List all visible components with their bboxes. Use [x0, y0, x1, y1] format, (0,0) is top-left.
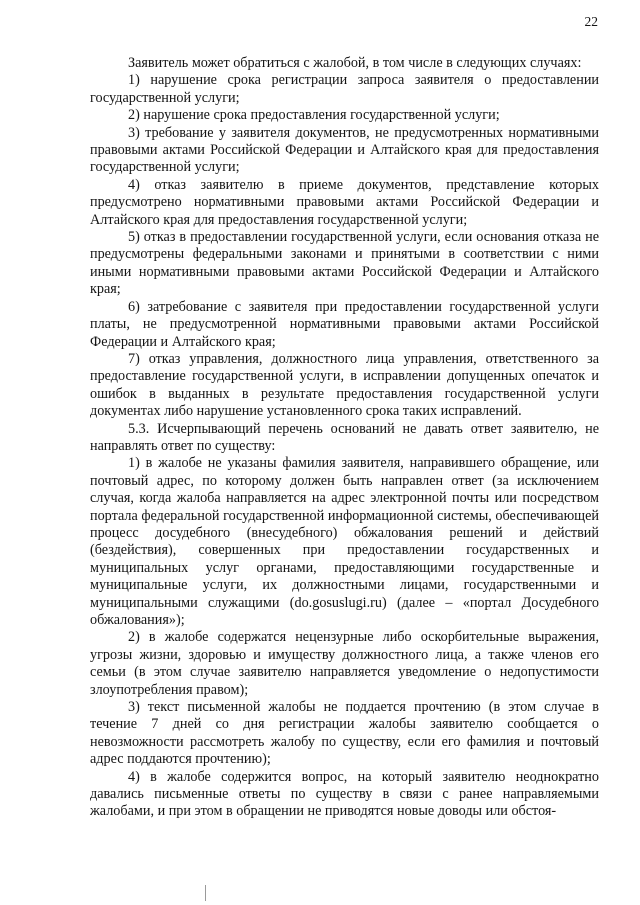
- list-item: 4) отказ заявителю в приеме документов, представление которых предусмотрено нормативными правовыми актами Российской Федерации и Алтайского края для предоставления государственной услуги;: [90, 176, 599, 228]
- list-item: 7) отказ управления, должностного лица управления, ответственного за предоставление государственной услуги, в исправлении допущенных опечаток и ошибок в выданных в результате предоставления государственной услуги документах либо нарушение установленного срока таких исправлений.: [90, 350, 599, 420]
- list-item: 3) требование у заявителя документов, не предусмотренных нормативными правовыми актами Российской Федерации и Алтайского края для предоставления государственной услуги;: [90, 124, 599, 176]
- paragraph-intro: Заявитель может обратиться с жалобой, в том числе в следующих случаях:: [128, 55, 582, 71]
- document-body: [90, 55, 599, 821]
- scan-artifact-mark: [205, 885, 206, 901]
- list-item: 6) затребование с заявителя при предоставлении государственной услуги платы, не предусмотренной нормативными правовыми актами Российской Федерации и Алтайского края;: [90, 298, 599, 350]
- list-item: 1) нарушение срока регистрации запроса заявителя о предоставлении государственной услуги;: [90, 72, 599, 106]
- list-item: 5) отказ в предоставлении государственной услуги, если основания отказа не предусмотрены федеральными законами и принятыми в соответствии с ними иными нормативными правовыми актами Российской Федерации и Алтайского края;: [90, 229, 599, 298]
- list-item: 1) в жалобе не указаны фамилия заявителя, направившего обращение, или почтовый адрес, по которому должен быть направлен ответ (за исключением случая, когда жалоба направляется на адрес электронной почты или посредством портала федеральной государственной информационной системы, обеспечивающей процесс досудебного (внесудебного) обжалования решений и действий (бездействия), совершенных при предоставлении государственных и муниципальных услуг органами, предоставляющими государственные и муниципальные услуги, их должностными лицами, государственными и муниципальными служащими (do.gosuslugi.ru) (далее – «портал Досудебного обжалования»);: [90, 455, 599, 628]
- list-item: 3) текст письменной жалобы не поддается прочтению (в этом случае в течение 7 дней со дня регистрации жалобы заявителю сообщается о невозможности рассмотреть жалобу по существу, если его фамилия и почтовый адрес поддаются прочтению);: [90, 699, 599, 768]
- page-number: 22: [584, 14, 598, 29]
- list-item: 4) в жалобе содержится вопрос, на который заявителю неоднократно давались письменные ответы по существу в связи с ранее направляемыми жалобами, и при этом в обращении не приводятся новые доводы или обстоя-: [90, 768, 599, 820]
- section-heading-paragraph: 5.3. Исчерпывающий перечень оснований не давать ответ заявителю, не направлять ответ по существу:: [90, 420, 599, 454]
- list-item: 2) в жалобе содержатся нецензурные либо оскорбительные выражения, угрозы жизни, здоровью и имуществу должностного лица, а также членов его семьи (в этом случае заявителю направляется уведомление о недопустимости злоупотребления правом);: [90, 629, 599, 698]
- list-item: 2) нарушение срока предоставления государственной услуги;: [128, 107, 500, 124]
